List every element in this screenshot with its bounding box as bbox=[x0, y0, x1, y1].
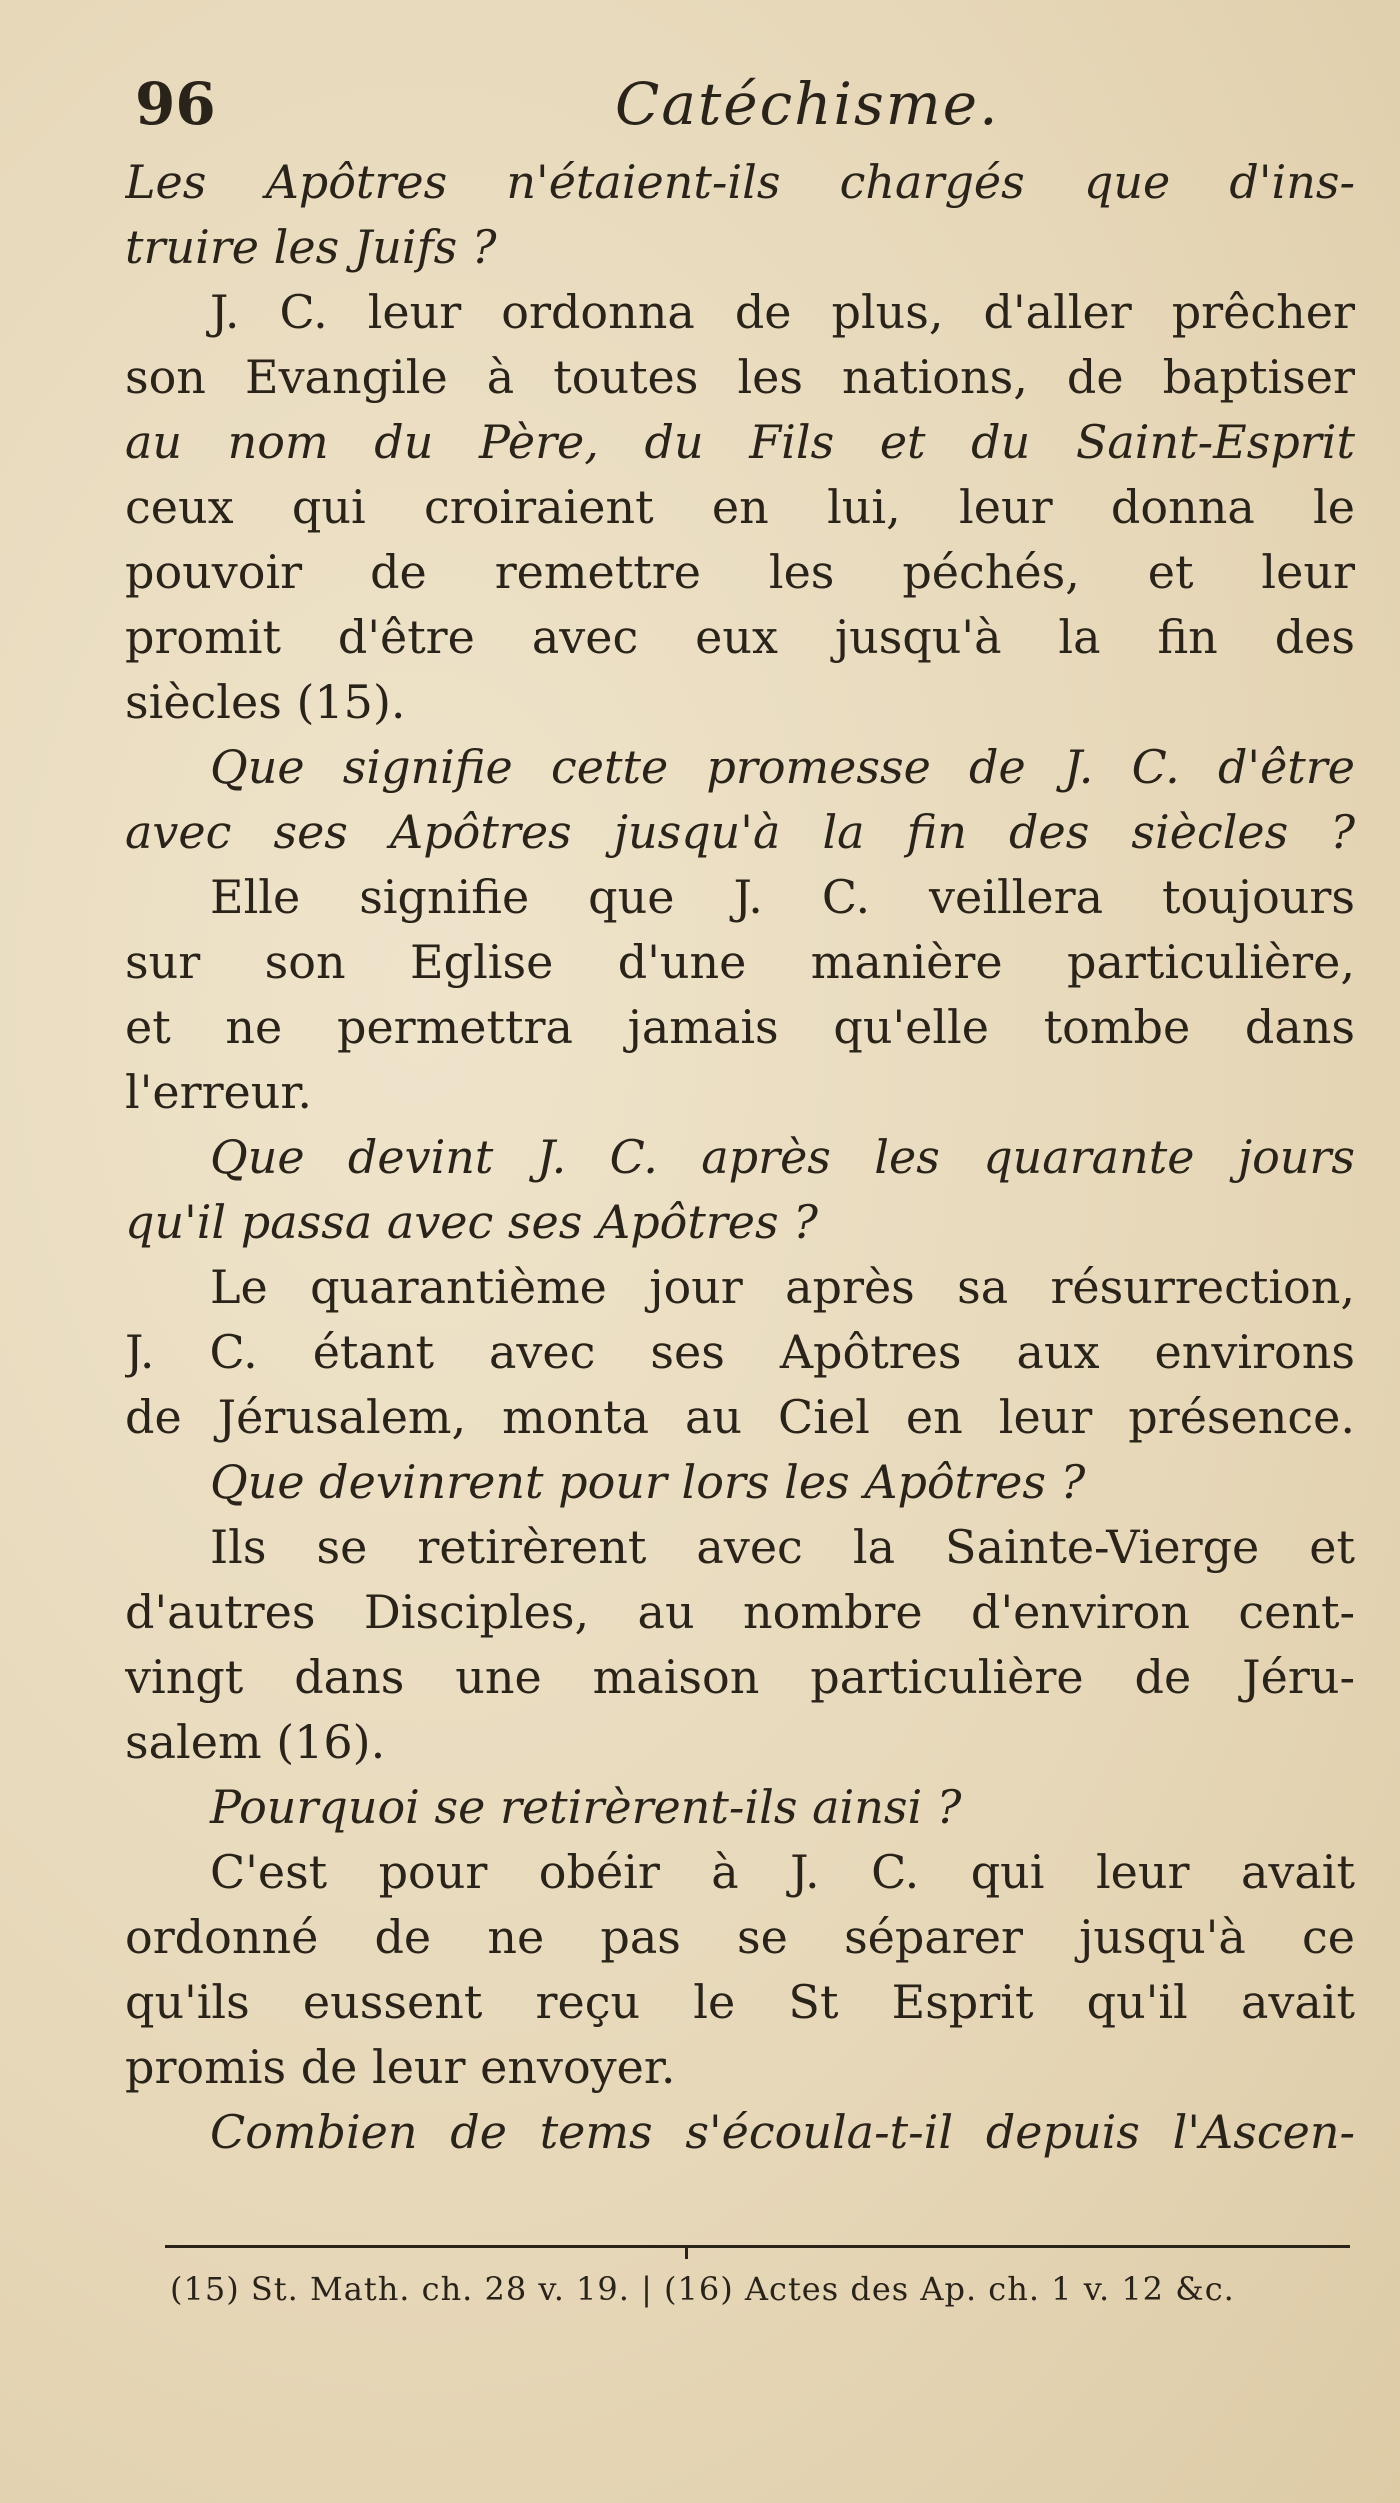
answer-line: sur son Eglise d'une manière particulière, bbox=[125, 935, 1355, 989]
answer-line: ordonné de ne pas se séparer jusqu'à ce bbox=[125, 1910, 1355, 1964]
answer-line: ceux qui croiraient en lui, leur donna le bbox=[125, 480, 1355, 534]
question-line: Les Apôtres n'étaient-ils chargés que d'ins- bbox=[125, 155, 1355, 209]
footnote-rule-tick bbox=[685, 2245, 688, 2259]
answer-line: de Jérusalem, monta au Ciel en leur présence. bbox=[125, 1390, 1355, 1444]
question-line: Que devinrent pour lors les Apôtres ? bbox=[210, 1455, 1086, 1509]
answer-line: et ne permettra jamais qu'elle tombe dans bbox=[125, 1000, 1355, 1054]
running-title: Catéchisme. bbox=[615, 70, 1000, 138]
answer-line: qu'ils eussent reçu le St Esprit qu'il avait bbox=[125, 1975, 1355, 2029]
question-line: Combien de tems s'écoula-t-il depuis l'Ascen- bbox=[210, 2105, 1355, 2159]
answer-line: d'autres Disciples, au nombre d'environ cent- bbox=[125, 1585, 1355, 1639]
body-text bbox=[125, 150, 1355, 2165]
answer-line: J. C. étant avec ses Apôtres aux environs bbox=[125, 1325, 1355, 1379]
answer-line: promit d'être avec eux jusqu'à la fin des bbox=[125, 610, 1355, 664]
question-line: Que signifie cette promesse de J. C. d'être bbox=[210, 740, 1355, 794]
answer-line: l'erreur. bbox=[125, 1065, 312, 1119]
answer-line: promis de leur envoyer. bbox=[125, 2040, 676, 2094]
page-number: 96 bbox=[135, 70, 216, 138]
answer-line: siècles (15). bbox=[125, 675, 406, 729]
answer-line: pouvoir de remettre les péchés, et leur bbox=[125, 545, 1355, 599]
answer-line: Le quarantième jour après sa résurrection, bbox=[210, 1260, 1355, 1314]
answer-line: son Evangile à toutes les nations, de baptiser bbox=[125, 350, 1355, 404]
footnotes: (15) St. Math. ch. 28 v. 19. | (16) Actes des Ap. ch. 1 v. 12 &c. bbox=[170, 2270, 1235, 2308]
question-line: Que devint J. C. après les quarante jours bbox=[210, 1130, 1355, 1184]
question-line: qu'il passa avec ses Apôtres ? bbox=[125, 1195, 818, 1249]
question-line: truire les Juifs ? bbox=[125, 220, 497, 274]
answer-line: C'est pour obéir à J. C. qui leur avait bbox=[210, 1845, 1355, 1899]
footnote-rule bbox=[165, 2245, 1350, 2248]
question-line: Pourquoi se retirèrent-ils ainsi ? bbox=[210, 1780, 962, 1834]
question-line: au nom du Père, du Fils et du Saint-Esprit bbox=[125, 415, 1355, 469]
answer-line: Ils se retirèrent avec la Sainte-Vierge et bbox=[210, 1520, 1355, 1574]
answer-line: Elle signifie que J. C. veillera toujours bbox=[210, 870, 1355, 924]
answer-line: vingt dans une maison particulière de Jéru- bbox=[125, 1650, 1355, 1704]
answer-line: J. C. leur ordonna de plus, d'aller prêcher bbox=[210, 285, 1355, 339]
answer-line: salem (16). bbox=[125, 1715, 386, 1769]
page-header bbox=[125, 70, 1355, 150]
question-line: avec ses Apôtres jusqu'à la fin des siècles ? bbox=[125, 805, 1355, 859]
